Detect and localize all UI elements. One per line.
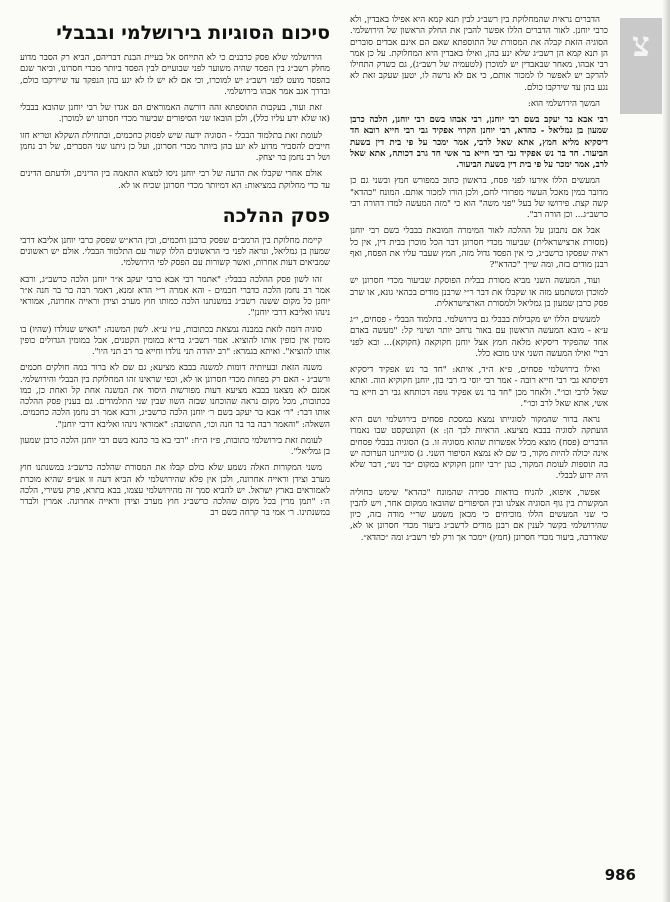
paragraph: זהו לשון פסק ההלכה בבבלי: "אתמר רבי אבא ברבי יעקב א״ר יוחנן הלכה כרשב״ג, ורבא אמר רב נחמן הלכה כדברי חכמים - והא אמרה ר״י הדא זמנא, דאמר רבה בר בר חנה א״ר יוחנן כל מקום ששנה רשב״ג במשנתנו הלכה כמותו חוץ מערב וצידן וראייה אחרונה, אמוראי נינהו ואליבא דרבי יוחנן". [20, 274, 330, 319]
marker-letter: צ [632, 25, 650, 65]
paragraph: המעשים הללו אירעו לפני פסח, בראשון כתוב במפורש חמץ ובשני גם כן מדובר במין מאכל העשוי מפרורי לחם, ולכן הורו למכור אותם. המונח "כהדא" קשה קצת. פירושו של בעל "פני משה" הוא כי "מזה המעשה למדו דהורה רבי כרשב״ג... וכן הורה רב". [350, 176, 608, 220]
paragraph: נראה ברור שהמקור לסוגייתו נמצא במסכת פסחים בירושלמי ושם היא הועתקה לסוגיה בבבא מציעא. הראיות לכך הן: א) הקונטקסט שבו נאמרו הדברים (פסח) מוצא מכלל אפשרות שהוא מסוגיה זו. ב) הסוגיה בבבלי פסחים אינה יכולה להיות מקור, כי שם לא נמצא הסיפור השני. ג) סוגייתנו הערוכה יש בה תוספות לעומת המקור, כגון ״רבי יוחנן חקוקיא במקום ״בר נש״, דבר שלא היה ידוע לבבלי. [350, 415, 608, 482]
chapter-tab-marker [620, 18, 662, 114]
section-heading-psak: פסק ההלכה [222, 204, 330, 227]
paragraph: אולם אחרי שקבלו את הדעה של רבי יוחנן ניסו למצוא התאמה בין הדינים, ולדעתם הדינים עד כדי מחלוקת במציאות: הא דמיותר מכדי חסרונן שכיח או לא. [20, 169, 330, 191]
page-number: 986 [604, 866, 636, 884]
paragraph: זאת ועוד, בעקבות התוספתא זהה דורשה האמוראים הם אגדו של רבי יוחנן שהובא בבבלי (או שלא ידע עליו כלל), ולכן הובאו שני הסיפורים שביעור מכדי חסרונו יש למוכרן. [20, 103, 330, 125]
paragraph: קיימת מחלוקת בין הרמב״ם שפסק כרבנן וחכמים, ובין הרא״ש שפסק כרבי יוחנן אליבא דרבי שמעון בן גמליאל, ונראה לפני כי הראשונים הללו קשור עם התלמוד הבבלי. אולם יש ראשונים שמביאים דעות אחרות, ואשר קשורות עם הפסק לפי הירושלמי. [20, 235, 330, 269]
yerushalmi-quote: רבי אבא בר יעקב בשם רבי יוחנן, רבי אבהו בשם רבי יוחנן, הלכה כרבן שמעון בן גמליאל - כהדא, רבי יוחנן הקרוי אפקיד גבי רבי חייא רובא חד דיסקיא מליא חמץ, אתא שאל לרבי, אמר ימכר על פי בית דין בשעת הביעור. חד בר נש אפקיד גבי רבי חייא בר אשי חד גרב דכותח, אתא שאל לרב, אמר ימכר על פי בית דין בשעת הביעור. [350, 115, 608, 170]
paragraph: משני המקורות האלה נשמע שלא כולם קבלו את המסורת שהלכה כרשב״ג במשנתנו חוץ מערב וצידן וראייה אחרונה, ולכן אין פלא שהירושלמי לא הביא דעה זו אע״פ שהיא מוכרת לאמוראים בארץ ישראל. יש להביא סמך זה מהירושלמי עצמו, בבא בתרא, פרק עשירי, הלכה ה׳: "תמן מרין בכל מקום שהלכה כרשב״ג חוץ מערב וצידן וראייה אחרונה. אמרין ולבדר במשנתינו. ר׳ אמי בר קרחה בשם רב [20, 463, 330, 519]
paragraph: למעשים הללו יש מקבילות בבבלי גם בירושלמי. בתלמוד הבבלי - פסחים, י״ג ע״א - מובא המעשה הראשון עם באור נרחב יותר ושינוי קל: "מעשה באדם אחד שהפקיד דיסקיא מלאה חמץ אצל יוחנן חקוקאה (חקוקא)... ובא לפני רבי" ואילו המעשה השני אינו מובא כלל. [350, 315, 608, 359]
paragraph: משנה הזאת ובעיותיה דומות למשנה בבבא מציעא; גם שם לא ברור במה חולקים חכמים ורשב״ג - האם רק בפחות מכדי חסרונן או לא, וכפי שראינו זהו המחלוקת בין הבבלי והירושלמי. אמנם לא מצאנו בבבא מציעא דעות מפורשות היסוד את המשנה אחת קל ואחת כן, כמו בכתובות, מכל מקום נראה שהוכחנו שבזה השוו שבין שני התלמודים. גם בענין פסק ההלכה אותו דבר: "ר׳ אבא בר יעקב בשם ר׳ יוחנן הלכה כרשב״ג, ורבא אמר רב נחמן הלכה כחכמים. השאלה: "והאמר רבה בר בר חנה וכו׳, התשובה: "אמוראי נינהו ואליבא דרבי יוחנן". [20, 363, 330, 430]
paragraph: ואילו בירושלמי פסחים, פ״א ה״ד, איתא: "חד בר נש אפקיד דיסקיא דפיסתא גבי רבי חייא רובה - אמר רבי יוסי בי רבי בון, יוחנן חקוקיא הוה. ואתא שאל לרבי וכו׳". ולאחר מכן "חד בר נש אפקיד גופה דכותחא גבי רב חייא בר אשי, אתא שאל לרב וכו׳". [350, 365, 608, 409]
paragraph: אפשר, איפוא, להניח בודאות סבירה שהמונח "כהדא" שימש כחוליה המקשרת בין גוף הסוגיה אצלנו ובין הסיפורים שהובאו ממקום אחר, ויש להבין כי שני המעשים הללו מוכיחים כי מכאן משמע שר״י מודה בזה, כיון שהירושלמי בקשר לענין אם רבנן מודים לרשב״ג ביעור מכדי חסרונן או לא, שאדרבה, ביעור מכדי חסרונן (חמץ) יימכר אך ורק לפי רשב״ג ומה ״כהדא״. [350, 487, 608, 543]
paragraph: סוגיה דומה לזאת במבנה נמצאת בכתובות, ע״ו ע״א. לשון המשנה: "האיש שנולדו (שהיו) בו מומין אין כופין אותו להוציא. אמר רשב״ג בד״א במומין הקטנים, אבל במומין הגדולים כופין אותו להוציא". ואיתא בגמרא: "רב יהודה תני נולדו וחייא בר רב תני היו". [20, 324, 330, 357]
paragraph: המשך הירושלמי הוא: [527, 98, 600, 109]
paragraph: ועוד, המעשה השני מביא מסורת בבלית הפוסקת שביעור מכדי חסרונן יש למוכרן ומשתמע מזה או שקבלו את דבר ר״י שרבנן מודים בכהאי גונא, או שרב פסק כרבן שמעון בן גמליאל ולמסורת הארצישראלית. [350, 276, 608, 309]
section-heading-summary: סיכום הסוגיות בירושלמי ובבבלי [56, 22, 330, 44]
page-edge-shadow [662, 0, 670, 902]
paragraph: הירושלמי שלא פסק כרבנים כי לא התייחס אל בעיית הבנת דבריהם, הביא רק הסבר מדוע מחלק רשב״ג בין הפסד שהיה משוער לפני שבועיים לבין הפסד ביותר מכדי חסרונו, וביאר שגם בהפסד מועט לפני רשב״ג יש למוכרו, וכי אם לא יש לו לא יגע בהן הנפקד עד שיירקבו כולם, ובדרך אגב אמר אבהו בירושלמי. [20, 53, 330, 97]
paragraph: לעומת זאת בתלמוד הבבלי - הסוגיה ידעה שיש לפסוק כחכמים, ובתחילת השקלא וטריא חזו חייבים להסביר מדוע לא יגע בהן ביותר מכדי חסרונן, ועל כן ניתנו שני הסברים, של רב נחמן ושל רב נחמן בר יצחק. [20, 130, 330, 163]
paragraph: הדברים נראית שהמחלוקת בין רשב״ג לבין תנא קמא היא אפילו באבדין, ולא כרבי יוחנן. לאור הדברים הללו אפשר להבין את החלק הראשון של הירושלמי. הסוגיה הזאת קבלה את המסורת של התוספתא שאם הם אינם אבדים סוברים הן תנא קמא הן רשב״ג שלא ינע בהן, ואילו באבדין היא המחלוקת. על כן אמר רבי אבהו, מאחר שבאבדין יש למוכרן (לטעמיה של רשב״ג), גם כשדק התחילו להרקב יש לאפשר לו למכור אותם, כי אם לא נרשה לו, יטען שעקב זאת לא נגע בהן עד שירקבו כולם. [350, 15, 608, 93]
paragraph: אבל אם נתבונן על ההלכה לאור המימרה המובאת בבבלי בשם רבי יוחנן (מסורת ארצישראלית) שביעור מכדי חסרונן דבר הכל מוכרן בבית דין, אין כל ראיה שפסקו כרשב״ג, כי אין הפסד גדול מזה, חמץ שעבר עליו את הפסח, ואף רבנן מודים בזה, ומה שייך "כהדא"? [350, 226, 608, 270]
paragraph: לעומת זאת בירושלמי כתובות, פ״ז ה״ח: "רבי בא בר כהנא בשם רבי יוחנן הלכה כרבן שמעון בן גמליאל". [20, 435, 330, 457]
right-column [350, 15, 608, 549]
left-column [20, 15, 330, 525]
